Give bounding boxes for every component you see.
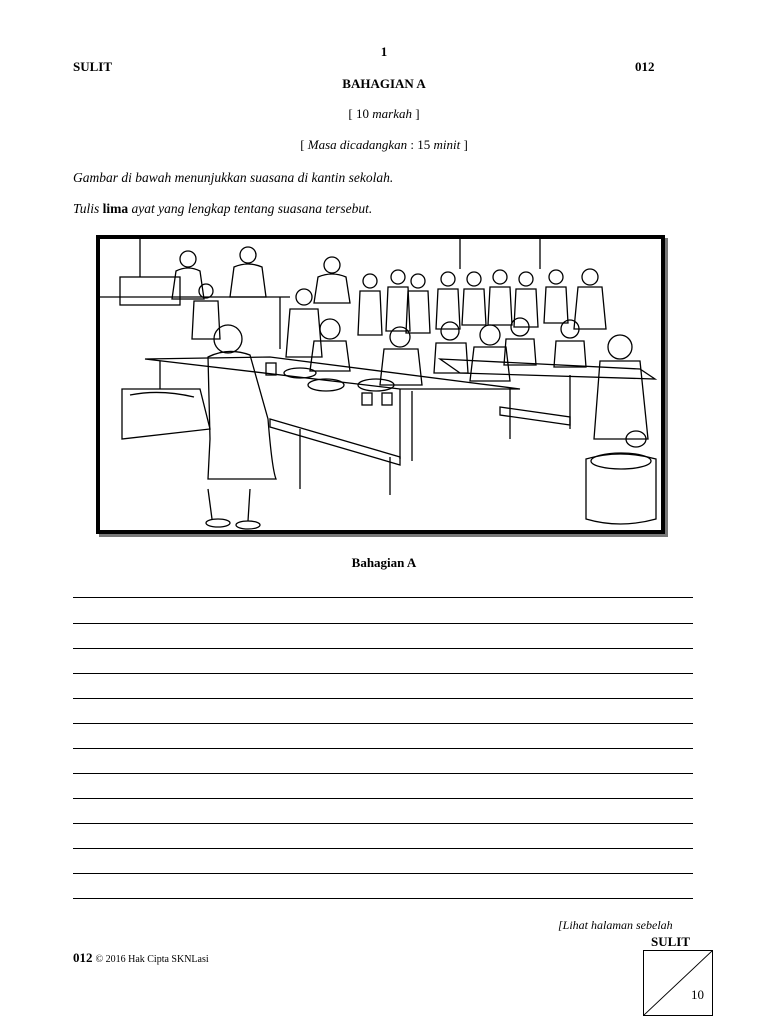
answer-line[interactable] xyxy=(73,898,693,899)
answer-line[interactable] xyxy=(73,723,693,724)
canteen-scene-illustration xyxy=(96,235,665,534)
sulit-label: SULIT xyxy=(73,59,113,74)
footer-sulit-label: SULIT xyxy=(651,934,691,949)
instruction-line-1: Gambar di bawah menunjukkan suasana di kantin sekolah. xyxy=(73,170,394,185)
marks-info: [ 10 markah ] xyxy=(348,106,420,121)
answer-line[interactable] xyxy=(73,798,693,799)
section-title: BAHAGIAN A xyxy=(342,76,426,91)
answer-line[interactable] xyxy=(73,623,693,624)
page-number: 1 xyxy=(380,44,388,59)
diagonal-divider-icon xyxy=(644,951,712,1015)
instruction-line-2: Tulis lima ayat yang lengkap tentang suasana tersebut. xyxy=(73,201,373,216)
footer-copyright: 012 © 2016 Hak Cipta SKNLasi xyxy=(73,950,209,965)
total-score: 10 xyxy=(691,987,704,1002)
next-page-note: [Lihat halaman sebelah xyxy=(558,918,673,932)
canteen-scene-icon xyxy=(100,239,661,530)
answer-line[interactable] xyxy=(73,823,693,824)
answer-line[interactable] xyxy=(73,748,693,749)
answer-line[interactable] xyxy=(73,648,693,649)
answer-line[interactable] xyxy=(73,698,693,699)
suggested-time: [ Masa dicadangkan : 15 minit ] xyxy=(300,137,468,152)
answer-line[interactable] xyxy=(73,597,693,598)
answer-line[interactable] xyxy=(73,873,693,874)
paper-code: 012 xyxy=(635,59,655,74)
answer-line[interactable] xyxy=(73,673,693,674)
answer-section-title: Bahagian A xyxy=(351,555,417,570)
answer-line[interactable] xyxy=(73,848,693,849)
answer-line[interactable] xyxy=(73,773,693,774)
score-box xyxy=(643,950,713,1016)
